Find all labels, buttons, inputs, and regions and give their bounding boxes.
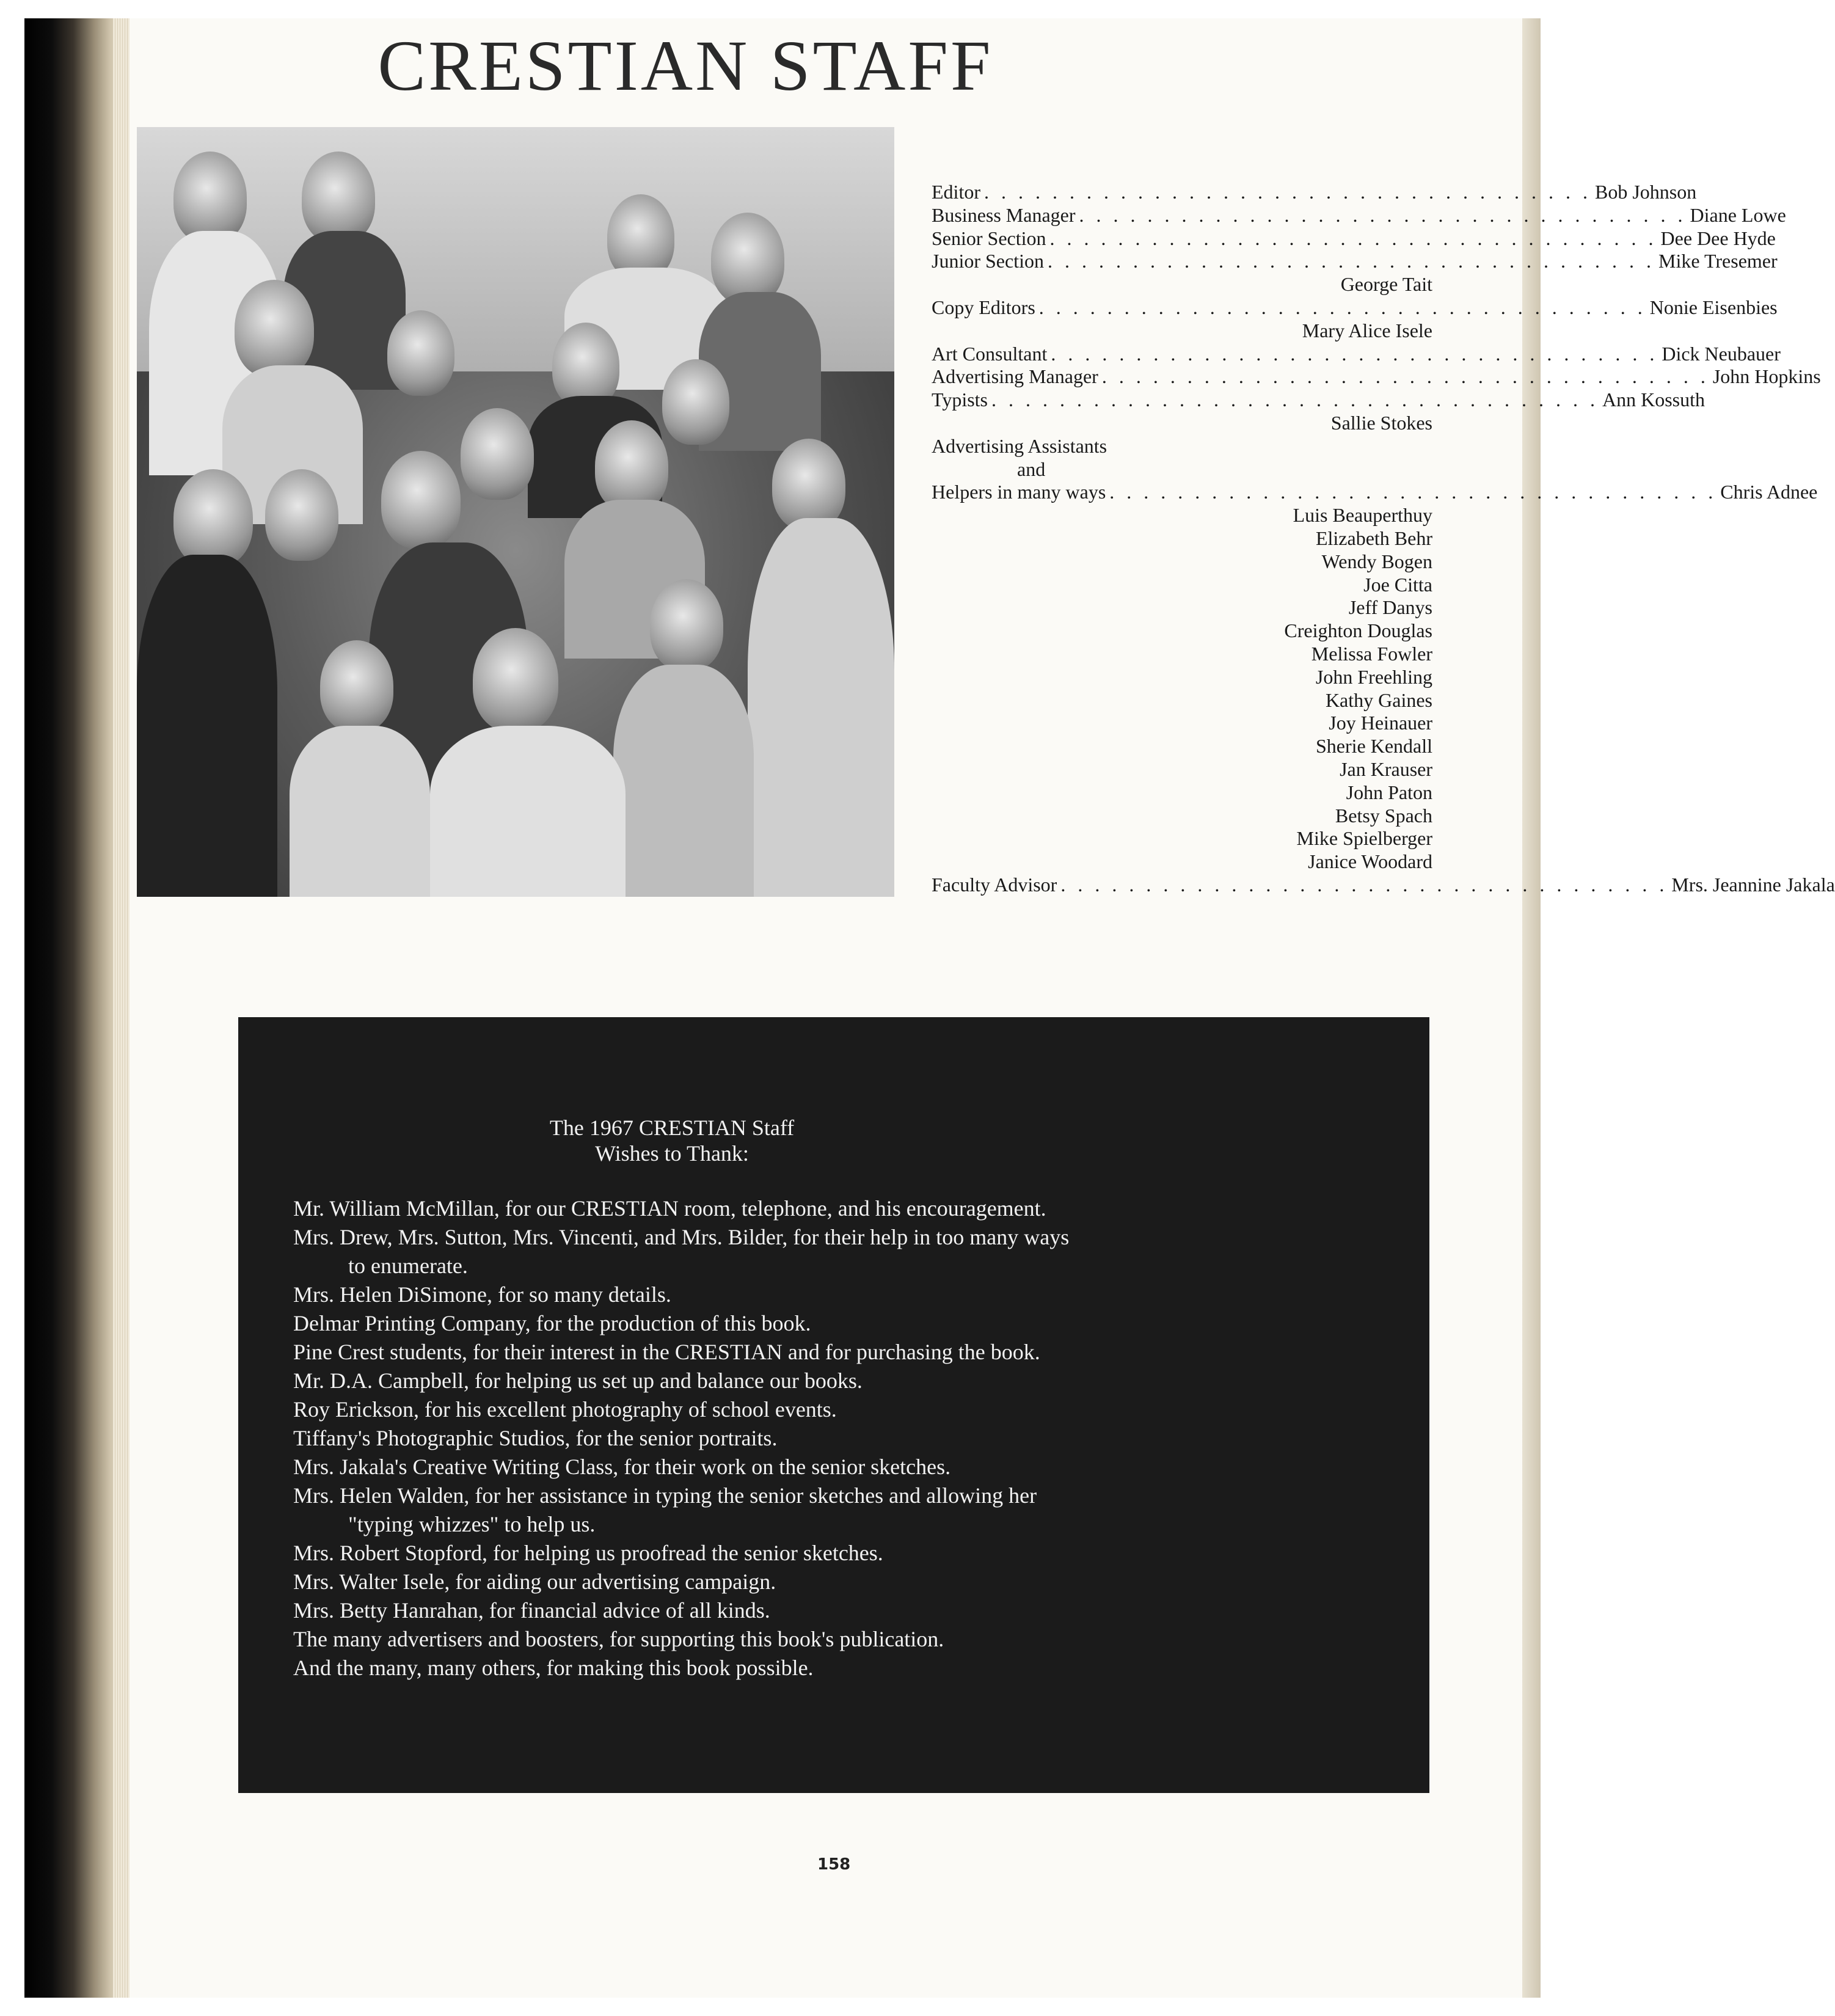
- staff-name: Chris Adnee: [1720, 481, 1818, 503]
- staff-row: [932, 181, 1697, 204]
- staff-role: Typists: [932, 389, 988, 411]
- photo-person: [595, 420, 668, 512]
- photo-person: [650, 579, 723, 671]
- staff-role: Junior Section: [932, 250, 1044, 272]
- staff-name: Sherie Kendall: [1315, 735, 1432, 758]
- staff-row: [932, 250, 1778, 273]
- staff-name: Nonie Eisenbies: [1649, 296, 1778, 318]
- thanks-line: Mrs. Drew, Mrs. Sutton, Mrs. Vincenti, and Mrs. Bilder, for their help in too many ways: [293, 1225, 1070, 1249]
- photo-person: [381, 451, 461, 549]
- photo-person-body: [613, 665, 754, 897]
- staff-role: Copy Editors: [932, 296, 1035, 318]
- leader-dots: . . . . . . . . . . . . . . . . . . . . . . . . . . . . . . . . . . . .: [983, 181, 1591, 203]
- staff-name: Mrs. Jeannine Jakala: [1671, 873, 1835, 896]
- staff-name: Kathy Gaines: [1325, 688, 1432, 711]
- photo-person-body: [137, 555, 277, 897]
- thanks-line: Tiffany's Photographic Studios, for the senior portraits.: [293, 1426, 778, 1450]
- photo-person: [173, 152, 247, 243]
- staff-role: Helpers in many ways: [932, 481, 1106, 503]
- staff-row: [932, 873, 1835, 897]
- thanks-line: "typing whizzes" to help us.: [348, 1512, 596, 1536]
- staff-list: [932, 181, 1835, 897]
- staff-name: Mike Tresemer: [1658, 250, 1778, 272]
- staff-name: John Hopkins: [1712, 365, 1821, 388]
- thanks-line: Mrs. Jakala's Creative Writing Class, for their work on the senior sketches.: [293, 1455, 951, 1479]
- staff-name: George Tait: [1340, 273, 1432, 296]
- staff-row: [932, 389, 1705, 412]
- photo-person: [711, 213, 784, 304]
- staff-name: Jan Krauser: [1340, 758, 1432, 780]
- photo-person-body: [430, 726, 626, 897]
- staff-name: Bob Johnson: [1594, 181, 1697, 203]
- staff-name: John Paton: [1346, 781, 1432, 803]
- photo-person: [265, 469, 338, 561]
- staff-name: Mary Alice Isele: [1302, 319, 1432, 341]
- photo-person: [607, 194, 674, 280]
- staff-role: Senior Section: [932, 227, 1046, 249]
- photo-person: [320, 640, 393, 732]
- page-number: 158: [817, 1855, 851, 1874]
- staff-role: Editor: [932, 181, 980, 203]
- staff-name: Betsy Spach: [1335, 804, 1432, 827]
- page-title: CRESTIAN STAFF: [378, 26, 993, 106]
- staff-role: Advertising Manager: [932, 365, 1098, 388]
- staff-row: [932, 296, 1778, 320]
- thanks-line: Delmar Printing Company, for the production of this book.: [293, 1311, 811, 1335]
- leader-dots: . . . . . . . . . . . . . . . . . . . . . . . . . . . . . . . . . . . .: [1101, 365, 1709, 388]
- thanks-heading-line: Wishes to Thank:: [595, 1141, 749, 1166]
- photo-person: [662, 359, 729, 445]
- photo-person: [173, 469, 253, 567]
- thanks-line: Pine Crest students, for their interest in the CRESTIAN and for purchasing the book.: [293, 1340, 1040, 1364]
- staff-row: [932, 203, 1786, 227]
- leader-dots: . . . . . . . . . . . . . . . . . . . . . . . . . . . . . . . . . . . .: [991, 389, 1599, 411]
- leader-dots: . . . . . . . . . . . . . . . . . . . . . . . . . . . . . . . . . . . .: [1079, 203, 1687, 226]
- staff-name: Sallie Stokes: [1330, 411, 1432, 434]
- staff-name: Melissa Fowler: [1311, 642, 1432, 665]
- staff-heading: and: [1017, 458, 1046, 480]
- staff-name: Creighton Douglas: [1284, 619, 1432, 642]
- staff-name: Janice Woodard: [1308, 850, 1432, 873]
- staff-group-photo: [137, 127, 894, 897]
- thanks-line: Mr. D.A. Campbell, for helping us set up and balance our books.: [293, 1368, 863, 1393]
- staff-heading: Advertising Assistants: [932, 434, 1107, 457]
- thanks-heading-line: The 1967 CRESTIAN Staff: [549, 1116, 795, 1140]
- thanks-line: Mrs. Robert Stopford, for helping us proofread the senior sketches.: [293, 1541, 883, 1565]
- staff-name: Diane Lowe: [1690, 203, 1786, 226]
- leader-dots: . . . . . . . . . . . . . . . . . . . . . . . . . . . . . . . . . . . .: [1047, 250, 1655, 272]
- photo-person: [387, 310, 454, 396]
- thanks-line: Mrs. Helen Walden, for her assistance in typing the senior sketches and allowing her: [293, 1483, 1037, 1508]
- staff-role: Business Manager: [932, 203, 1076, 226]
- thanks-line: The many advertisers and boosters, for supporting this book's publication.: [293, 1627, 944, 1651]
- leader-dots: . . . . . . . . . . . . . . . . . . . . . . . . . . . . . . . . . . . .: [1109, 481, 1717, 503]
- staff-name: Mike Spielberger: [1296, 827, 1432, 850]
- leader-dots: . . . . . . . . . . . . . . . . . . . . . . . . . . . . . . . . . . . .: [1038, 296, 1646, 318]
- photo-person: [302, 152, 375, 243]
- staff-row: [932, 227, 1776, 250]
- leader-dots: . . . . . . . . . . . . . . . . . . . . . . . . . . . . . . . . . . . .: [1051, 342, 1658, 365]
- thanks-line: Mr. William McMillan, for our CRESTIAN room, telephone, and his encouragement.: [293, 1196, 1046, 1221]
- leader-dots: . . . . . . . . . . . . . . . . . . . . . . . . . . . . . . . . . . . .: [1049, 227, 1657, 249]
- thanks-heading: [238, 1115, 1106, 1166]
- page-edges: [113, 18, 130, 1998]
- staff-name: Joy Heinauer: [1329, 712, 1432, 734]
- photo-person-body: [748, 518, 894, 897]
- thanks-box: [238, 1017, 1429, 1793]
- photo-person: [461, 408, 534, 500]
- thanks-line: Roy Erickson, for his excellent photography of school events.: [293, 1397, 837, 1422]
- thanks-line: Mrs. Helen DiSimone, for so many details.: [293, 1282, 671, 1307]
- staff-row: [932, 342, 1781, 366]
- thanks-list: [293, 1194, 1417, 1682]
- thanks-line: to enumerate.: [348, 1254, 468, 1278]
- photo-person: [772, 439, 845, 530]
- staff-name: Dick Neubauer: [1662, 342, 1781, 365]
- thanks-line: Mrs. Betty Hanrahan, for financial advice of all kinds.: [293, 1598, 770, 1623]
- staff-role: Faculty Advisor: [932, 873, 1057, 896]
- photo-person-body: [290, 726, 430, 897]
- staff-name: Ann Kossuth: [1602, 389, 1705, 411]
- staff-name: Elizabeth Behr: [1315, 527, 1432, 549]
- photo-person: [552, 323, 619, 408]
- photo-person: [235, 280, 314, 378]
- thanks-line: Mrs. Walter Isele, for aiding our advertising campaign.: [293, 1569, 776, 1594]
- staff-name: Wendy Bogen: [1321, 550, 1432, 572]
- staff-name: Joe Citta: [1363, 573, 1432, 596]
- staff-row: [932, 481, 1818, 504]
- photo-person: [473, 628, 558, 732]
- staff-name: Jeff Danys: [1348, 596, 1432, 619]
- leader-dots: . . . . . . . . . . . . . . . . . . . . . . . . . . . . . . . . . . . .: [1060, 873, 1668, 896]
- thanks-line: And the many, many others, for making this book possible.: [293, 1656, 814, 1680]
- staff-name: Luis Beauperthuy: [1293, 504, 1432, 527]
- staff-role: Art Consultant: [932, 342, 1048, 365]
- staff-name: John Freehling: [1315, 665, 1432, 688]
- staff-row: [932, 365, 1821, 389]
- staff-name: Dee Dee Hyde: [1660, 227, 1776, 249]
